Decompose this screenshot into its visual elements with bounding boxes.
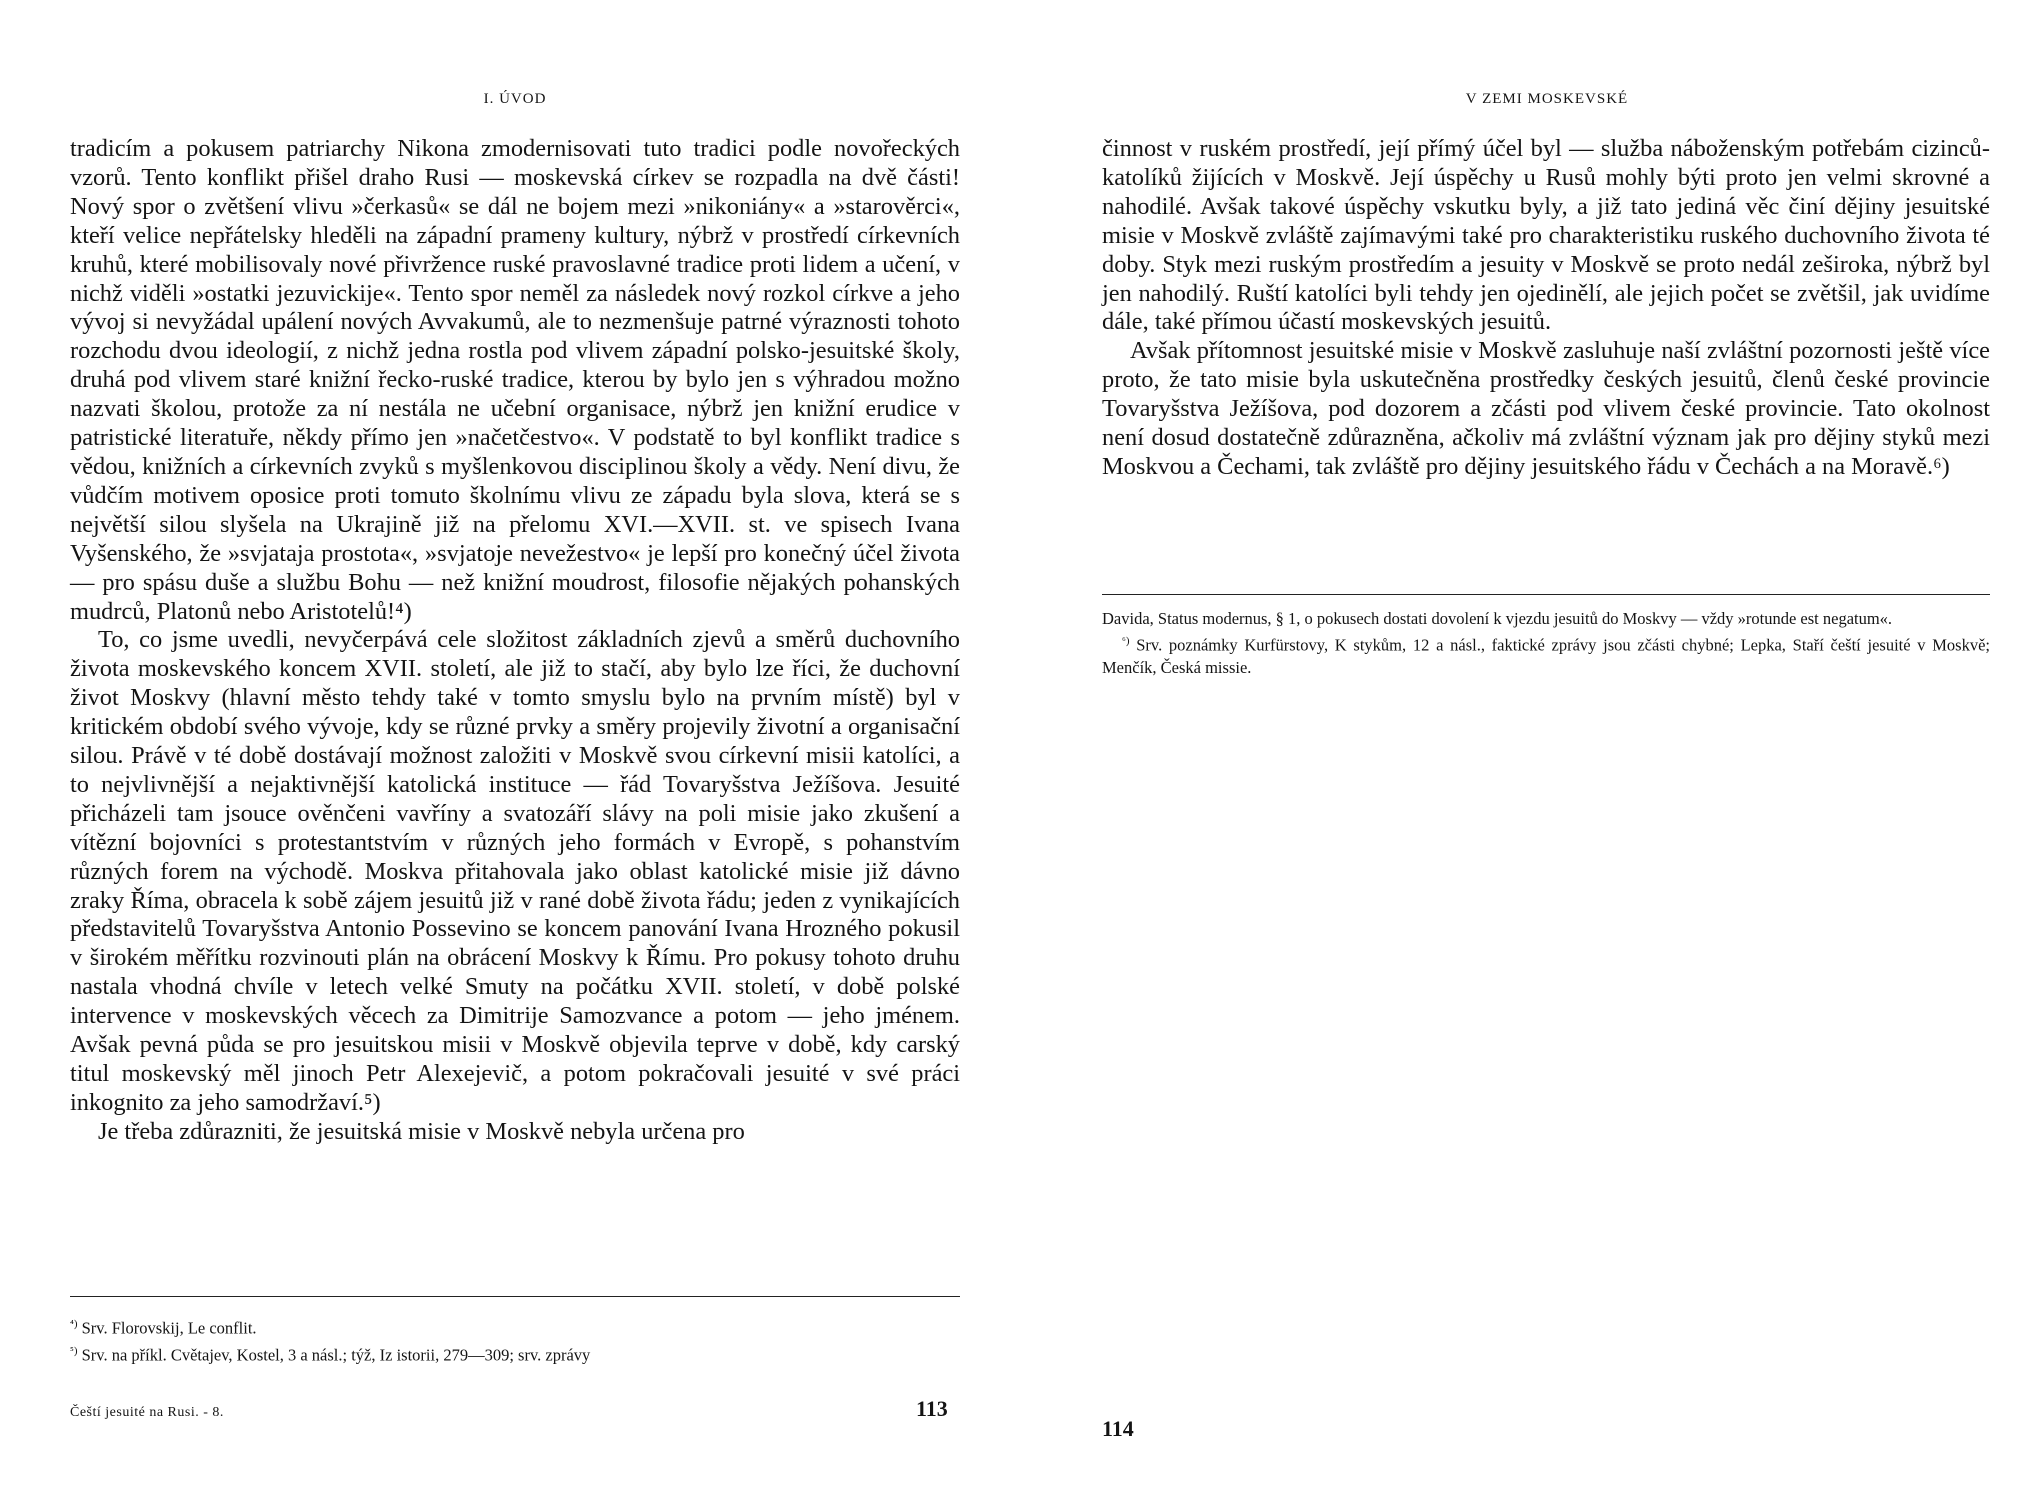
body-text [70,135,960,1147]
right-page [1017,0,2034,1500]
body-text [1102,135,1990,482]
footnote-rule [1102,594,1990,595]
footnote-text: Srv. Florovskij, Le conflit. [81,1318,257,1338]
running-head: V ZEMI MOSKEVSKÉ [1465,91,1629,107]
paragraph: To, co jsme uvedli, nevyčerpává cele složitost základních zjevů a směrů duchovního života moskevského koncem XVII. století, ale již to stačí, aby bylo lze říci, že duchovní život Moskvy (hlavní město tehdy také v tomto smyslu bylo na prvním místě) byl v kritickém období svého vývoje, kdy se různé prvky a směry projevily životní a organisační silou. Právě v té době dostávají možnost založiti v Moskvě svou církevní misii katolíci, a to nejvlivnější a nejaktivnější katolická instituce — řád Tovaryšstva Ježíšova. Jesuité přicházeli tam jsouce ověnčeni vavříny a svatozáří slávy na poli misie jako zkušení a vítězní bojovníci s protestantstvím v různých jeho formách v Evropě, s pohanstvím různých forem na východě. Moskva přitahovala jako oblast katolické misie již dávno zraky Říma, obracela k sobě zájem jesuitů již v rané době života řádu; jeden z vynikajících představitelů Tovaryšstva Antonio Possevino se koncem panování Ivana Hrozného pokusil v širokém měřítku rozvinouti plán na obrácení Moskvy k Římu. Pro pokusy tohoto druhu nastala vhodná chvíle v letech velké Smuty na počátku XVII. století, v době polské intervence v moskevských věcech za Dimitrije Samozvance a potom — jeho jménem. Avšak pevná půda se pro jesuitskou misii v Moskvě objevila teprve v době, kdy carský titul moskevský měl jinoch Petr Alexejevič, a potom pokračovali jesuité v své práci inkognito za jeho samodržaví.⁵) [70,626,960,1116]
footnote [1102,630,1990,679]
footnote [1102,608,1990,630]
footnote-mark: ⁶) [1122,635,1130,647]
footnote [70,1340,960,1367]
footnote-mark: ⁵) [70,1344,78,1357]
paragraph: Avšak přítomnost jesuitské misie v Moskvě zasluhuje naší zvláštní pozornosti ještě více proto, že tato misie byla uskutečněna prostředky českých jesuitů, členů české provincie Tovaryšstva Ježíšova, pod dozorem a zčásti pod vlivem české provincie. Tato okolnost není dosud dostatečně zdůrazněna, ačkoliv má zvláštní význam jak pro dějiny styků mezi Moskvou a Čechami, tak zvláště pro dějiny jesuitského řádu v Čechách a na Moravě.⁶) [1102,337,1990,480]
signature-line: Čeští jesuité na Rusi. - 8. [70,1405,224,1420]
footnote-rule [70,1296,960,1297]
running-head: I. ÚVOD [483,91,547,107]
page-number: 113 [916,1396,948,1421]
footnote-mark: ⁴) [70,1318,78,1330]
paragraph: Je třeba zdůrazniti, že jesuitská misie v Moskvě nebyla určena pro [98,1117,745,1145]
footnote-text: Srv. na příkl. Cvětajev, Kostel, 3 a násl.; týž, Iz istorii, 279—309; srv. zprávy [81,1345,591,1364]
paragraph: tradicím a pokusem patriarchy Nikona zmodernisovati tuto tradici podle novořeckých vzorů. Tento konflikt přišel draho Rusi — moskevská církev se rozpadla na dvě části! Nový spor o zvětšení vlivu »čerkasů« se dál ne bojem mezi »nikoniány« a »starověrci«, kteří velice nepřátelsky hleděli na západní prameny kultury, nýbrž v prostředí církevních kruhů, které mobilisovaly nové přivržence ruské pravoslavné tradice proti lidem a učení, v nichž viděli »ostatki jezuvickije«. Tento spor neměl za následek nový rozkol církve a jeho vývoj si nevyžádal upálení nových Avvakumů, ale to nezmenšuje patrné výraznosti tohoto rozchodu dvou ideologií, z nichž jedna rostla pod vlivem západní polsko-jesuitské školy, druhá pod vlivem staré knižní řecko-ruské tradice, kterou by bylo jen s výhradou možno nazvati školou, protože za ní nestála ne učební organisace, nýbrž jen knižní erudice v patristické literatuře, někdy přímo jen »načetčestvo«. V podstatě to byl konflikt tradice s vědou, knižních a církevních zvyků s myšlenkovou disciplinou školy a vědy. Není divu, že vůdčím motivem oposice proti tomuto školnímu vlivu ze západu byla slova, která se s největší silou slyšela na Ukrajině již na přelomu XVI.—XVII. st. ve spisech Ivana Vyšenského, že »svjataja prostota«, »svjatoje nevežestvo« je lepší pro konečný účel života — pro spásu duše a službu Bohu — než knižní moudrost, filosofie nějakých pohanských mudrců, Platonů nebo Aristotelů!⁴) [70,135,960,625]
page-number: 114 [1102,1416,1134,1441]
footnote-text: Davida, Status modernus, § 1, o pokusech dostati dovolení k vjezdu jesuitů do Moskvy — vždy »rotunde est negatum«. [1102,609,1893,628]
footnote [70,1313,960,1340]
paragraph: činnost v ruském prostředí, její přímý účel byl — služba náboženským potřebám cizinců-katolíků žijících v Moskvě. Její úspěchy u Rusů mohly býti proto jen velmi skrovné a nahodilé. Avšak takové úspěchy vskutku byly, a již tato jediná věc činí dějiny jesuitské misie v Moskvě zvláště zajímavými také pro charakteristiku ruského duchovního života té doby. Styk mezi ruským prostředím a jesuity v Moskvě se proto nedál zeširoka, nýbrž byl jen nahodilý. Ruští katolíci byli tehdy jen ojedinělí, ale jejich počet se zvětšil, jak uvidíme dále, také přímou účastí moskevských jesuitů. [1102,135,1990,336]
footnote-text: Srv. poznámky Kurfürstovy, K stykům, 12 a násl., faktické zprávy jsou zčásti chybné; Lepka, Staří čeští jesuité v Moskvě; Menčík, Česká missie. [1102,635,1990,677]
footnotes [1102,608,1990,679]
footnotes [70,1313,960,1366]
